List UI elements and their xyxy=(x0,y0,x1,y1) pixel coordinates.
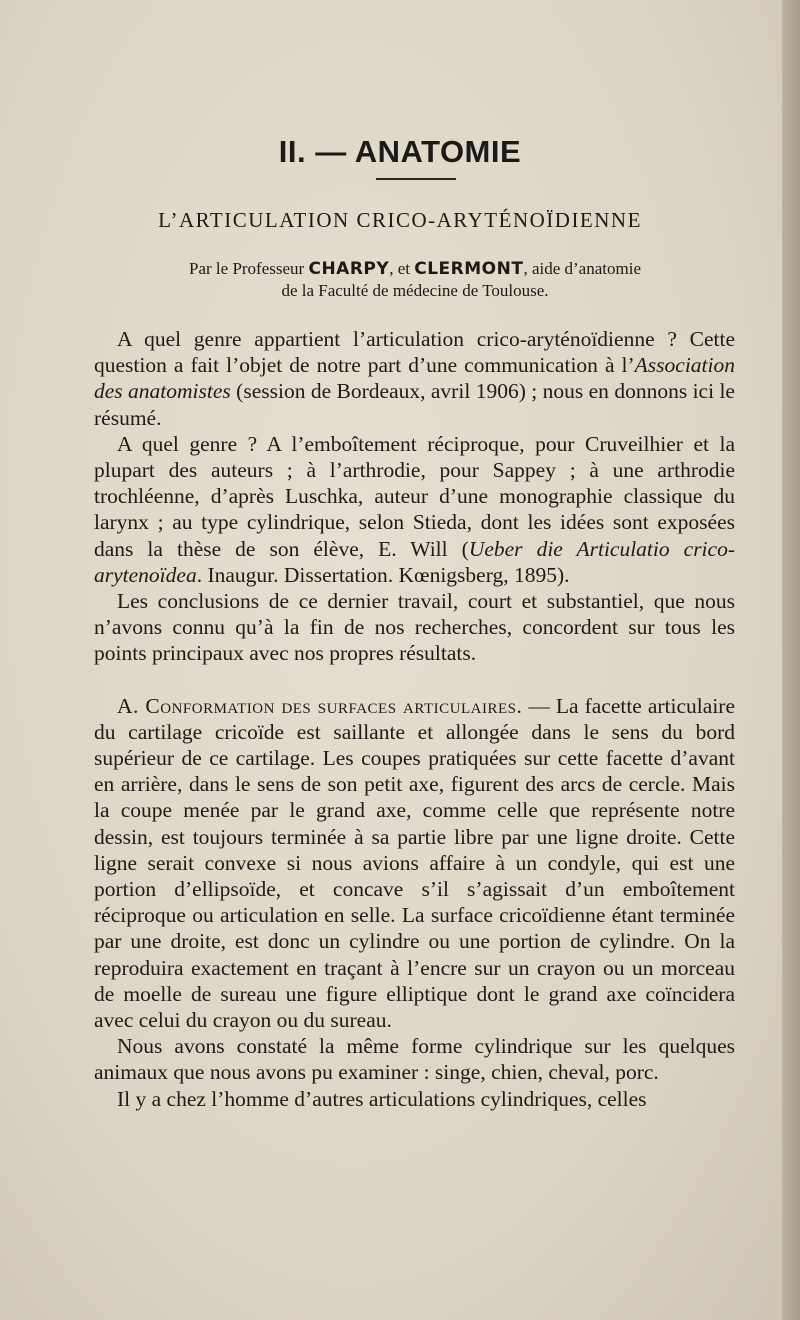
paragraph-text: A quel genre appartient l’articulation crico-aryténoïdienne ? Cette question a fait l’objet de notre part d’une communication à l’ xyxy=(94,327,735,378)
section-label: A. Conformation des surfaces articulaires. xyxy=(117,693,523,718)
author-charpy: CHARPY xyxy=(308,259,390,279)
italic-reference: Ueber die Articulatio crico-arytenoïdea xyxy=(94,536,735,587)
byline-prefix: Par le Professeur xyxy=(189,259,309,278)
paragraph-text: — La facette articulaire du cartilage cricoïde est saillante et allongée dans le sens du bord supérieur de ce cartilage. Les coupes pratiquées sur cette facette d’avant en arrière, dans le sens de son petit axe, figurent des arcs de cercle. Mais la coupe menée par le grand axe, comme celle que représente notre dessin, est toujours terminée à sa partie libre par une ligne droite. Cette ligne serait convexe si nous avions affaire à un condyle, qui est une portion d’ellipsoïde, et concave s’il s’agissait d’un emboîtement réciproque ou articulation en selle. La surface cricoïdienne étant terminée par une droite, est donc un cylindre ou une portion de cylindre. On la reproduira exactement en traçant à l’encre sur un crayon ou un morceau de moelle de sureau une figure elliptique dont le grand axe coïncidera avec celui du crayon ou du sureau. xyxy=(94,693,735,1033)
byline-suffix: , aide d’anatomie xyxy=(523,259,641,278)
paragraph: Les conclusions de ce dernier travail, court et substantiel, que nous n’avons connu qu’à la fin de nos recherches, concordent sur tous les points principaux avec nos propres résultats. xyxy=(94,589,735,666)
heading-rule xyxy=(376,178,456,180)
author-clermont: CLERMONT xyxy=(414,259,524,279)
paragraph-text: A quel genre ? A l’emboîtement réciproque, pour Cruveilhier et la plupart des auteurs ; à l’arthrodie, pour Sappey ; à une arthrodie trochléenne, d’après Luschka, auteur d’une monographie classique du larynx ; au type cylindrique, selon Stieda, dont les idées sont exposées dans la thèse de son élève, E. Will ( xyxy=(94,431,735,561)
paragraph xyxy=(94,431,735,588)
article-title: L’ARTICULATION CRICO-ARYTÉNOÏDIENNE xyxy=(158,208,642,232)
section-heading: II. — ANATOMIE xyxy=(278,134,522,169)
italic-reference: Association des anatomistes xyxy=(94,353,735,404)
section-paragraph xyxy=(94,693,735,1034)
paragraph: Il y a chez l’homme d’autres articulations cylindriques, celles xyxy=(117,1086,647,1111)
paragraph-text: (session de Bordeaux, avril 1906) ; nous en donnons ici le résumé. xyxy=(94,379,735,430)
byline-line-2: de la Faculté de médecine de Toulouse. xyxy=(281,281,549,300)
byline-mid: , et xyxy=(389,259,415,278)
article-body xyxy=(94,326,735,1112)
byline xyxy=(95,258,735,302)
page-edge xyxy=(782,0,800,1320)
paragraph: Nous avons constaté la même forme cylindrique sur les quelques animaux que nous avons pu examiner : singe, chien, cheval, porc. xyxy=(94,1034,735,1085)
paragraph-text: . Inaugur. Dissertation. Kœnigsberg, 1895). xyxy=(196,562,570,587)
byline-line-1 xyxy=(95,258,735,280)
paragraph xyxy=(94,326,735,431)
